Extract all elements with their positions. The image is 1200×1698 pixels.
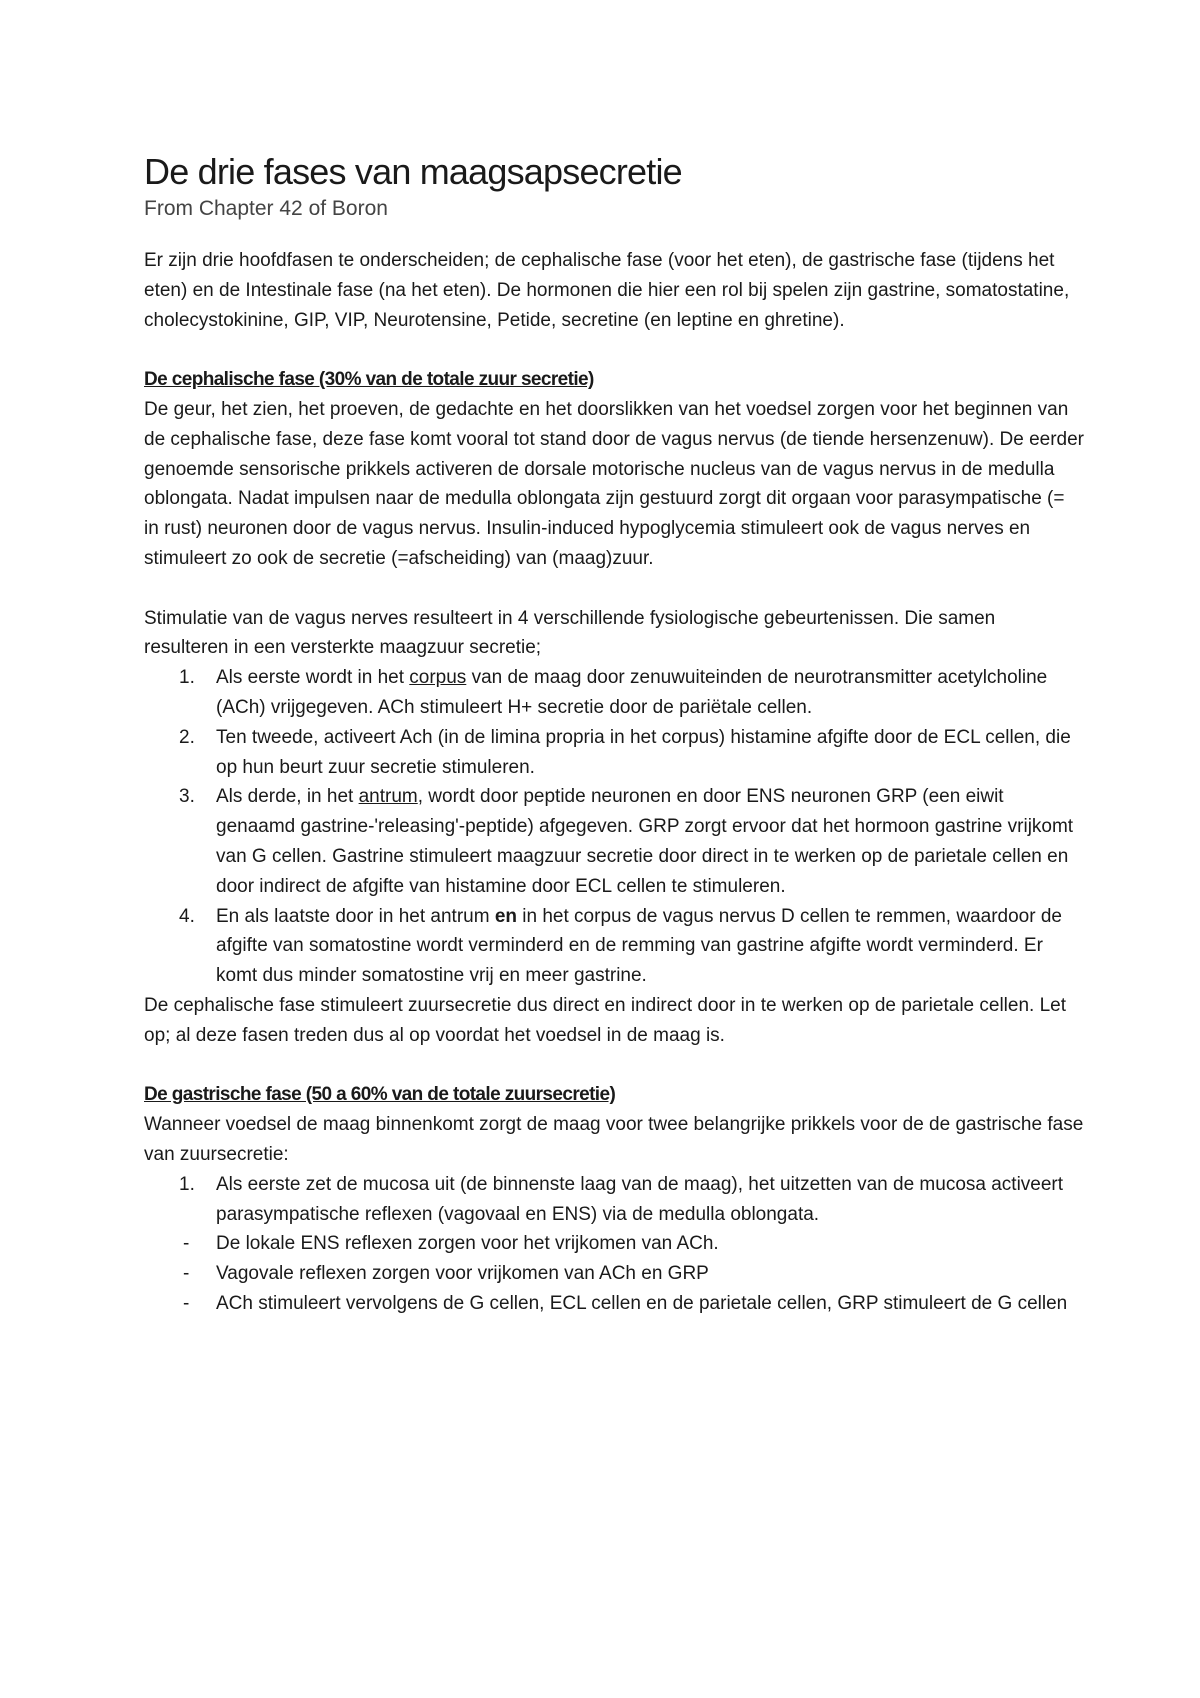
- dash-list-item: [144, 1289, 1084, 1319]
- text-segment: van de maag door zenuwuiteinden de neurotransmitter acetylcholine (ACh) vrijgegeven. ACh stimuleert H+ secretie door de pariëtale cellen.: [216, 667, 1048, 718]
- list-item-text: Als eerste zet de mucosa uit (de binnenste laag van de maag), het uitzetten van de mucosa activeert parasympatische reflexen (vagovaal en ENS) via de medulla oblongata.: [216, 1173, 1064, 1225]
- list-number: 1.: [179, 1173, 195, 1195]
- cephalic-conclusion: De cephalische fase stimuleert zuursecretie dus direct en indirect door in te werken op de parietale cellen. Let op; al deze fasen treden dus al op voordat het voedsel in de maag is.: [144, 994, 1067, 1046]
- text-segment: En als laatste door in het antrum: [216, 905, 495, 927]
- dash-marker: -: [183, 1292, 190, 1314]
- list-number: 2.: [179, 726, 195, 748]
- gastric-stimulus-list: [144, 1170, 1084, 1230]
- spacer: [144, 335, 1084, 365]
- dash-list-item: [144, 1229, 1084, 1259]
- list-number: 4.: [179, 905, 195, 927]
- list-item: [144, 663, 1084, 723]
- underlined-term-corpus: corpus: [409, 667, 467, 689]
- cephalic-paragraph: De geur, het zien, het proeven, de gedachte en het doorslikken van het voedsel zorgen voor het beginnen van de cephalische fase, deze fase komt vooral tot stand door de vagus nervus (de tiende hersenzenuw). De eerder genoemde sensorische prikkels activeren de dorsale motorische nucleus van de vagus nervus in de medulla oblongata. Nadat impulsen naar de medulla oblongata zijn gestuurd zorgt dit orgaan voor parasympatische (= in rust) neuronen door de vagus nervus. Insulin-induced hypoglycemia stimuleert ook de vagus nerves en stimuleert zo ook de secretie (=afscheiding) van (maag)zuur.: [144, 398, 1084, 569]
- dash-marker: -: [183, 1233, 190, 1255]
- text-segment: , wordt door peptide neuronen en door ENS neuronen GRP (een eiwit genaamd gastrine-'releasing'-peptide) afgegeven. GRP zorgt ervoor dat het hormoon gastrine vrijkomt van G cellen. Gastrine stimuleert maagzuur secretie door direct in te werken op de parietale cellen en door indirect de afgifte van histamine door ECL cellen te stimuleren.: [216, 786, 1074, 897]
- text-segment: in het corpus de vagus nervus D cellen te remmen, waardoor de afgifte van somatostine wordt verminderd en de remming van gastrine afgifte wordt verminderd. Er komt dus minder somatostine vrij en meer gastrine.: [216, 905, 1062, 987]
- cephalic-event-list: [144, 663, 1084, 991]
- dash-item-text: Vagovale reflexen zorgen voor vrijkomen van ACh en GRP: [216, 1263, 709, 1285]
- dash-marker: -: [183, 1263, 190, 1285]
- dash-list-item: [144, 1259, 1084, 1289]
- dash-item-text: De lokale ENS reflexen zorgen voor het vrijkomen van ACh.: [216, 1233, 719, 1255]
- list-item-text: [216, 782, 1084, 901]
- underlined-term-antrum: antrum: [358, 786, 418, 808]
- gastric-heading: De gastrische fase (50 a 60% van de totale zuursecretie): [144, 1084, 616, 1106]
- gastric-paragraph: Wanneer voedsel de maag binnenkomt zorgt de maag voor twee belangrijke prikkels voor de de gastrische fase van zuursecretie:: [144, 1114, 1084, 1165]
- list-item-text: [216, 663, 1084, 723]
- list-item: [144, 782, 1084, 901]
- list-item: [144, 902, 1084, 991]
- list-number: 3.: [179, 786, 195, 808]
- spacer: [144, 1051, 1084, 1081]
- bold-term-en: en: [494, 905, 518, 927]
- list-item: [144, 723, 1084, 783]
- list-number: 1.: [179, 667, 195, 689]
- document-subtitle: From Chapter 42 of Boron: [144, 197, 388, 220]
- document-title: De drie fases van maagsapsecretie: [144, 151, 682, 192]
- spacer: [144, 574, 1084, 604]
- text-segment: Als eerste wordt in het: [216, 667, 410, 689]
- stimulation-intro: Stimulatie van de vagus nerves resulteert in 4 verschillende fysiologische gebeurtenissen. Die samen resulteren in een versterkte maagzuur secretie;: [144, 607, 996, 659]
- cephalic-heading: De cephalische fase (30% van de totale zuur secretie): [144, 369, 594, 391]
- text-segment: Als derde, in het: [216, 786, 359, 808]
- list-item-text: Ten tweede, activeert Ach (in de limina propria in het corpus) histamine afgifte door de ECL cellen, die op hun beurt zuur secretie stimuleren.: [216, 726, 1071, 778]
- gastric-dash-list: [144, 1229, 1084, 1318]
- list-item: [144, 1170, 1084, 1230]
- dash-item-text: ACh stimuleert vervolgens de G cellen, ECL cellen en de parietale cellen, GRP stimuleert de G cellen: [216, 1292, 1068, 1314]
- intro-paragraph: Er zijn drie hoofdfasen te onderscheiden; de cephalische fase (voor het eten), de gastrische fase (tijdens het eten) en de Intestinale fase (na het eten). De hormonen die hier een rol bij spelen zijn gastrine, somatostatine, cholecystokinine, GIP, VIP, Neurotensine, Petide, secretine (en leptine en ghretine).: [144, 250, 1070, 331]
- document-content: [144, 150, 1084, 1319]
- list-item-text: [216, 902, 1084, 991]
